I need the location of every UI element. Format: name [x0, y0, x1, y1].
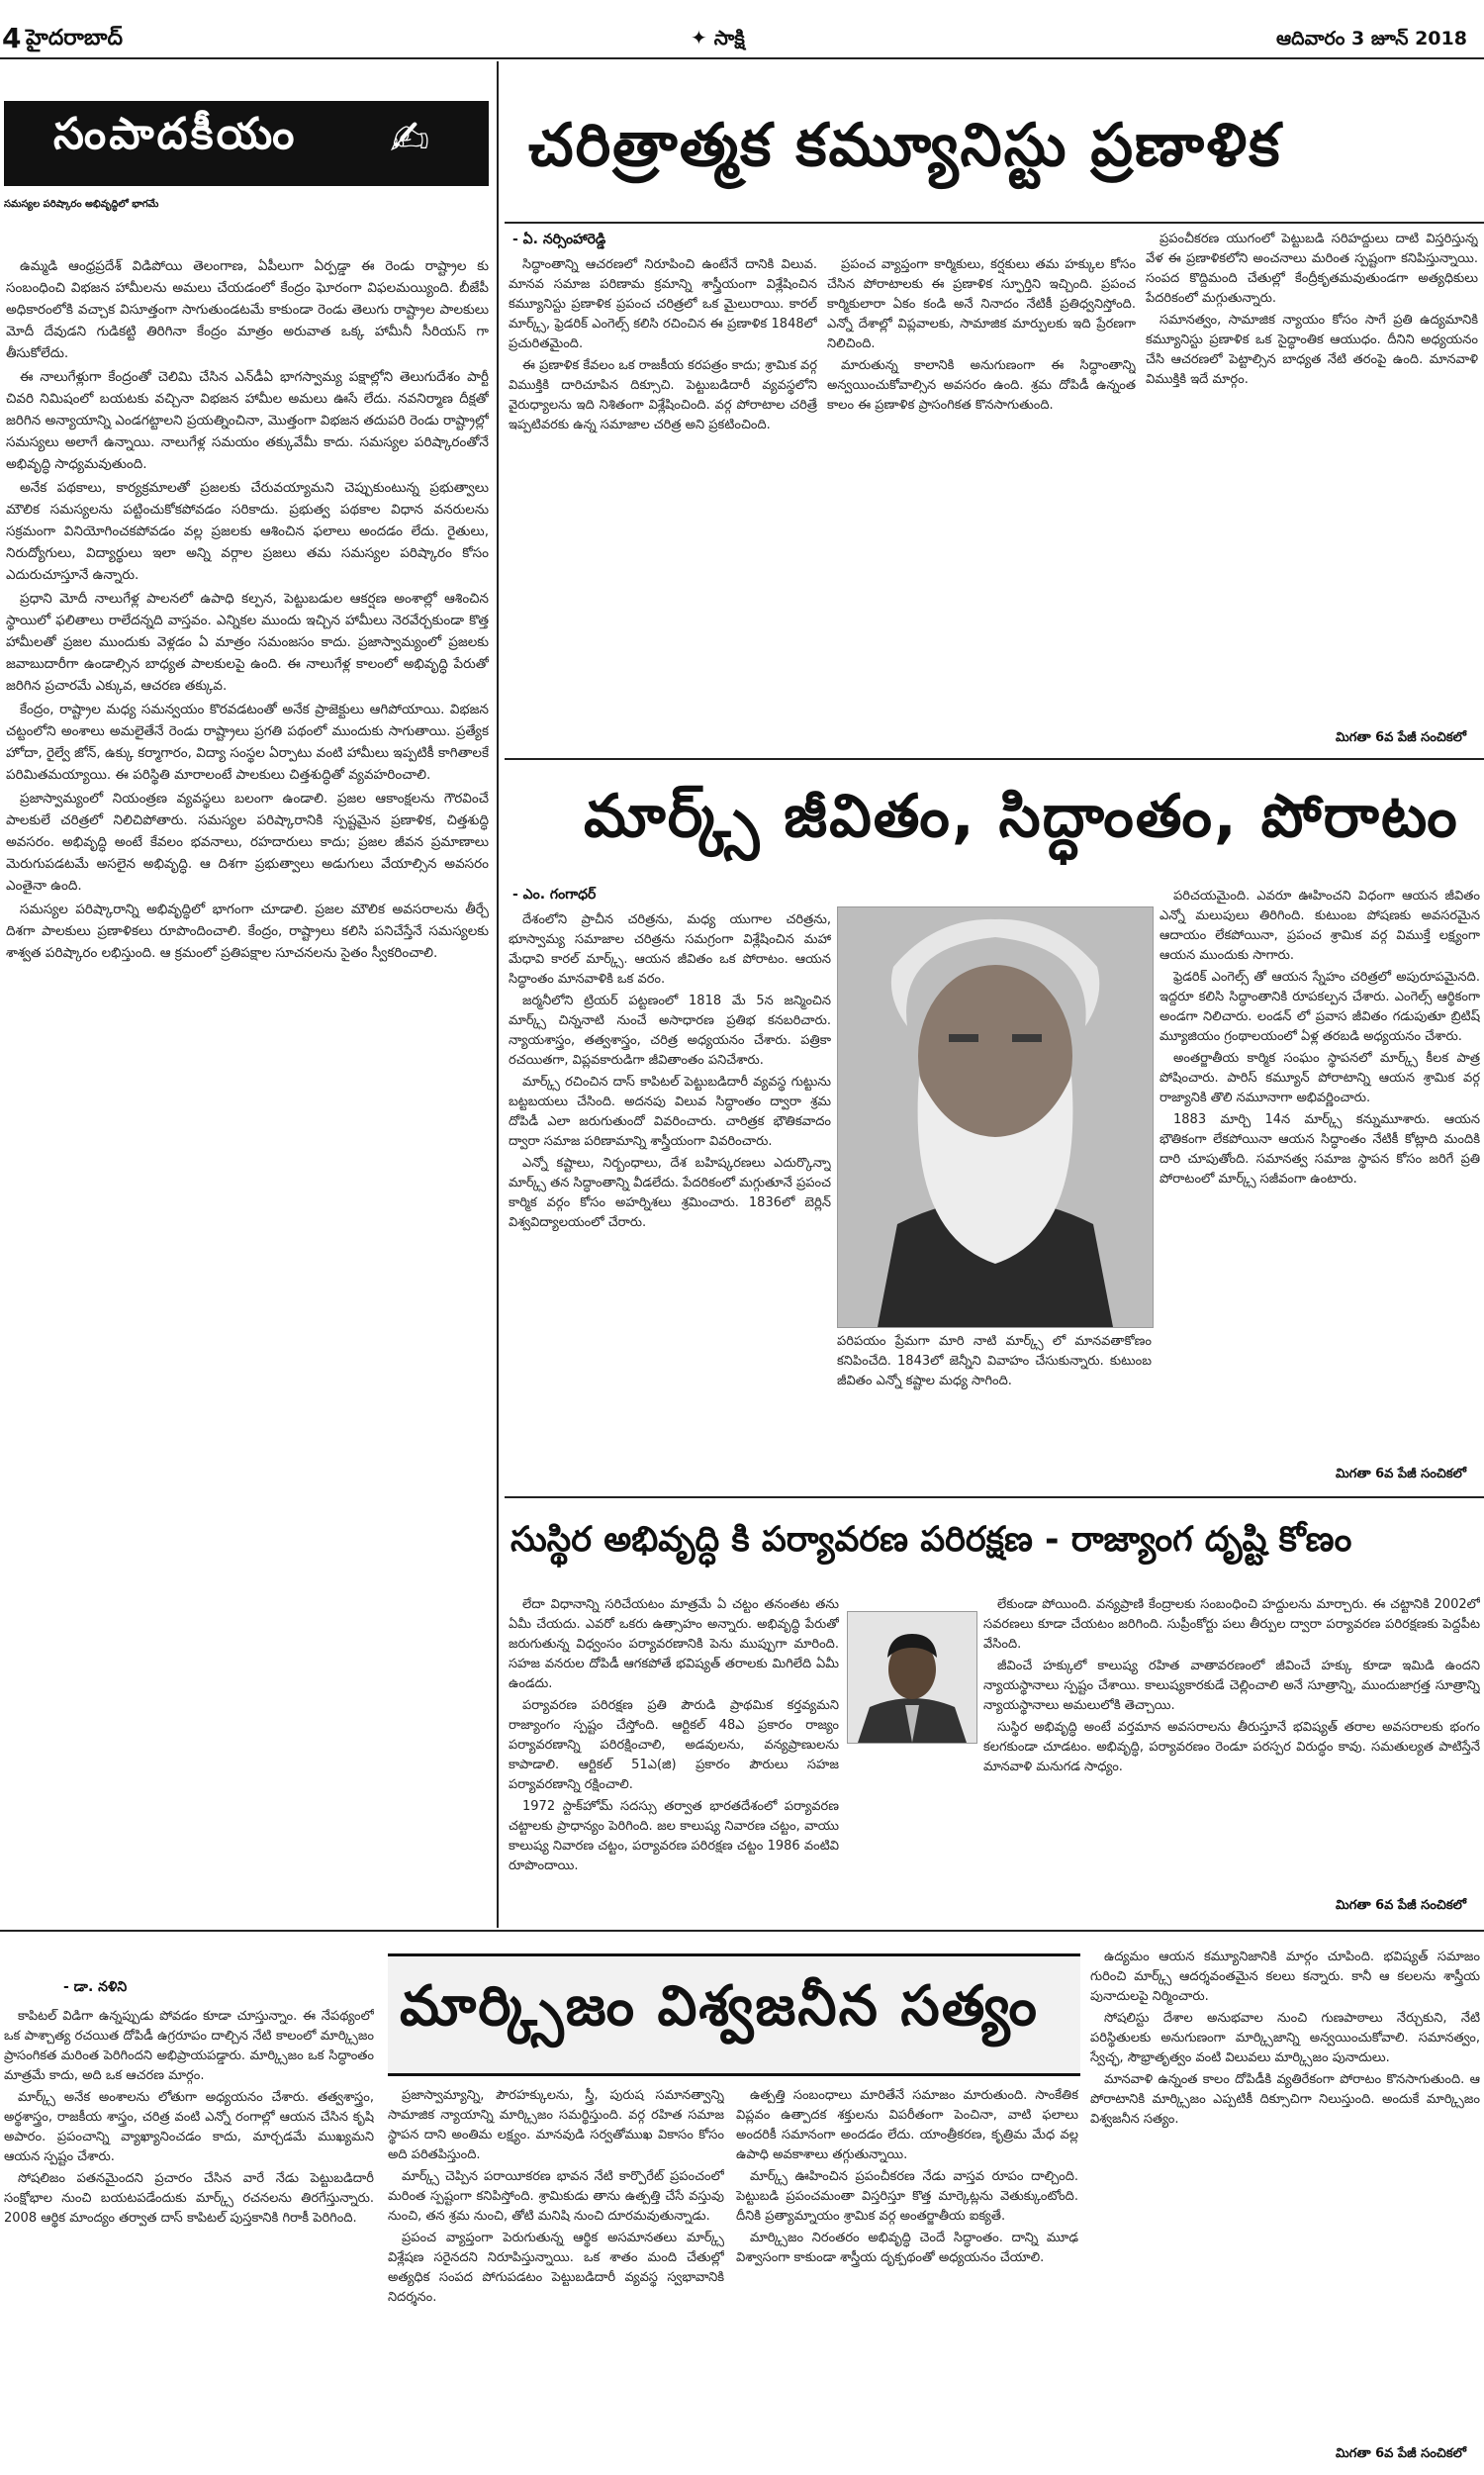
editorial-label: సంపాదకీయం — [53, 109, 298, 159]
article2-paragraph: మార్క్స్ రచించిన దాస్ కాపిటల్ పెట్టుబడిదారీ వ్యవస్థ గుట్టును బట్టబయలు చేసింది. అదనపు విలువ సిద్ధాంతం ద్వారా శ్రమ దోపిడీ ఎలా జరుగుతుందో వివరించారు. చారిత్రక భౌతికవాదం ద్వారా సమాజ పరిణామాన్ని శాస్త్రీయంగా వివరించారు. — [509, 1075, 831, 1149]
article4-paragraph: ప్రపంచ వ్యాప్తంగా పెరుగుతున్న ఆర్థిక అసమానతలు మార్క్స్ విశ్లేషణ సరైనదని నిరూపిస్తున్నాయి. ఒక శాతం మంది చేతుల్లో అత్యధిక సంపద పోగుపడటం పెట్టుబడిదారీ వ్యవస్థ స్వభావానికి నిదర్శనం. — [388, 2231, 724, 2305]
article4-paragraph: ప్రజాస్వామ్యాన్ని, పౌరహక్కులను, స్త్రీ, పురుష సమానత్వాన్ని సామాజిక న్యాయాన్ని మార్క్సిజం సమర్థిస్తుంది. వర్గ రహిత సమాజ స్థాపన దాని అంతిమ లక్ష్యం. మానవుడి సర్వతోముఖ వికాసం కోసం అది పరితపిస్తుంది. — [388, 2088, 724, 2162]
article4-paragraph: ఉద్యమం ఆయన కమ్యూనిజానికి మార్గం చూపింది. భవిష్యత్ సమాజం గురించి మార్క్స్ ఆదర్శవంతమైన కలలు కన్నారు. కానీ ఆ కలలను శాస్త్రీయ పునాదులపై నిర్మించారు. — [1090, 1950, 1480, 2004]
article4-paragraph: మానవాళి ఉన్నంత కాలం దోపిడీకి వ్యతిరేకంగా పోరాటం కొనసాగుతుంది. ఆ పోరాటానికి మార్క్సిజం ఎప్పటికీ దిక్సూచిగా నిలుస్తుంది. అందుకే మార్క్సిజం విశ్వజనీన సత్యం. — [1090, 2072, 1480, 2127]
editorial-headline: సమస్యల పరిష్కారం అభివృద్ధిలో భాగమే — [4, 199, 159, 210]
author-photo — [847, 1611, 977, 1744]
section-rule — [505, 758, 1484, 760]
marx-portrait-icon — [838, 907, 1153, 1327]
header-rule — [0, 57, 1484, 59]
editorial-paragraph: సమస్యల పరిష్కారాన్ని అభివృద్ధిలో భాగంగా చూడాలి. ప్రజల మౌలిక అవసరాలను తీర్చే దిశగా పాలకులు ప్రణాళికలు రూపొందించాలి. కేంద్రం, రాష్ట్రాలు కలిసి పనిచేస్తేనే సమస్యలకు శాశ్వత పరిష్కారం లభిస్తుంది. ఆ క్రమంలో ప్రతిపక్షాల సూచనలను సైతం స్వీకరించాలి. — [6, 902, 489, 961]
article3-paragraph: జీవించే హక్కులో కాలుష్య రహిత వాతావరణంలో జీవించే హక్కు కూడా ఇమిడి ఉందని న్యాయస్థానాలు స్పష్టం చేశాయి. కాలుష్యకారకుడే చెల్లించాలి అనే సూత్రాన్ని, ముందుజాగ్రత్త సూత్రాన్ని న్యాయస్థానాలు అమలులోకి తెచ్చాయి. — [983, 1659, 1480, 1713]
editorial-section — [0, 61, 495, 1930]
marx-portrait-image — [837, 906, 1154, 1328]
article4-paragraph: సోషలిజం పతనమైందని ప్రచారం చేసిన వారే నేడు పెట్టుబడిదారీ సంక్షోభాల నుంచి బయటపడేందుకు మార్క్స్ రచనలను తిరగేస్తున్నారు. 2008 ఆర్థిక మాంద్యం తర్వాత దాస్ కాపిటల్ పుస్తకానికి గిరాకీ పెరిగింది. — [4, 2171, 374, 2226]
article1-col-2 — [827, 255, 1136, 750]
section-rule — [505, 1496, 1484, 1498]
editorial-paragraph: ప్రధాని మోదీ నాలుగేళ్ల పాలనలో ఉపాధి కల్పన, పెట్టుబడుల ఆకర్షణ అంశాల్లో ఆశించిన స్థాయిలో ఫలితాలు రాలేదన్నది వాస్తవం. ఎన్నికల ముందు ఇచ్చిన హామీలు నెరవేర్చకుండా కొత్త హామీలతో ప్రజల ముందుకు వెళ్లడం ఏ మాత్రం సమంజసం కాదు. ప్రజాస్వామ్యంలో ప్రజలకు జవాబుదారీగా ఉండాల్సిన బాధ్యత పాలకులపై ఉంది. ఈ నాలుగేళ్ల కాలంలో అభివృద్ధి పేరుతో జరిగిన ప్రచారమే ఎక్కువ, ఆచరణ తక్కువ. — [6, 591, 489, 694]
article3-paragraph: లేదా విధానాన్ని సరిచేయటం మాత్రమే ఏ చట్టం తనంతట తను ఏమీ చేయదు. ఎవరో ఒకరు ఉత్సాహం అన్నారు. అభివృద్ధి పేరుతో జరుగుతున్న విధ్వంసం పర్యావరణానికి పెను ముప్పుగా మారింది. సహజ వనరుల దోపిడీ ఆగకపోతే భవిష్యత్ తరాలకు మిగిలేది ఏమీ ఉండదు. — [509, 1597, 839, 1691]
article1-byline: - ఏ. నర్సింహారెడ్డి — [512, 232, 606, 247]
article4-byline: - డా. నళిని — [63, 1979, 128, 1995]
article2-paragraph: ఎన్నో కష్టాలు, నిర్బంధాలు, దేశ బహిష్కరణలు ఎదుర్కొన్నా మార్క్స్ తన సిద్ధాంతాన్ని వీడలేదు. పేదరికంలో మగ్గుతూనే ప్రపంచ కార్మిక వర్గం కోసం అహర్నిశలు శ్రమించారు. 1836లో బెర్లిన్ విశ్వవిద్యాలయంలో చేరారు. — [509, 1156, 831, 1230]
article1-paragraph: సమానత్వం, సామాజిక న్యాయం కోసం సాగే ప్రతి ఉద్యమానికి కమ్యూనిస్టు ప్రణాళిక ఒక సైద్ధాంతిక ఆయుధం. దీనిని అధ్యయనం చేసి ఆచరణలో పెట్టాల్సిన బాధ్యత నేటి తరంపై ఉంది. మానవాళి విముక్తికి ఇదే మార్గం. — [1146, 313, 1478, 387]
article4-paragraph: ఉత్పత్తి సంబంధాలు మారితేనే సమాజం మారుతుంది. సాంకేతిక విప్లవం ఉత్పాదక శక్తులను విపరీతంగా పెంచినా, వాటి ఫలాలు అందరికీ సమానంగా అందడం లేదు. యాంత్రీకరణ, కృత్రిమ మేధ వల్ల ఉపాధి అవకాశాలు తగ్గుతున్నాయి. — [736, 2088, 1078, 2162]
article-marx-life — [505, 762, 1484, 1494]
article2-byline: - ఎం. గంగాధర్ — [512, 887, 597, 903]
article3-paragraph: సుస్థిర అభివృద్ధి అంటే వర్తమాన అవసరాలను తీరుస్తూనే భవిష్యత్ తరాల అవసరాలకు భంగం కలగకుండా చూడటం. అభివృద్ధి, పర్యావరణం రెండూ పరస్పర విరుద్ధం కావు. సమతుల్యత పాటిస్తేనే మానవాళి మనుగడ సాధ్యం. — [983, 1720, 1480, 1774]
article4-paragraph: మార్క్సిజం నిరంతరం అభివృద్ధి చెందే సిద్ధాంతం. దాన్ని మూఢ విశ్వాసంగా కాకుండా శాస్త్రీయ దృక్పథంతో అధ్యయనం చేయాలి. — [736, 2231, 1078, 2265]
editorial-label-box — [4, 101, 489, 186]
issue-date: ఆదివారం 3 జూన్ 2018 — [1276, 28, 1467, 49]
column-divider — [497, 61, 499, 1928]
editorial-paragraph: ప్రజాస్వామ్యంలో నియంత్రణ వ్యవస్థలు బలంగా ఉండాలి. ప్రజల ఆకాంక్షలను గౌరవించే పాలకులే చరిత్రలో నిలిచిపోతారు. సమస్యల పరిష్కారానికి స్పష్టమైన ప్రణాళిక, చిత్తశుద్ధి అవసరం. అభివృద్ధి అంటే కేవలం భవనాలు, రహదారులు కాదు; ప్రజల జీవన ప్రమాణాలు మెరుగుపడటమే అసలైన అభివృద్ధి. ఆ దిశగా ప్రభుత్వాలు అడుగులు వేయాల్సిన అవసరం ఎంతైనా ఉంది. — [6, 791, 489, 894]
article2-right-col — [1159, 887, 1480, 1461]
article2-paragraph: అంతర్జాతీయ కార్మిక సంఘం స్థాపనలో మార్క్స్ కీలక పాత్ర పోషించారు. పారిస్ కమ్యూన్ పోరాటాన్ని ఆయన శ్రామిక వర్గ రాజ్యానికి తొలి నమూనాగా అభివర్ణించారు. — [1159, 1051, 1480, 1105]
pen-icon: ✍ — [390, 111, 430, 166]
section-rule — [0, 1930, 1484, 1932]
article1-paragraph: మారుతున్న కాలానికి అనుగుణంగా ఈ సిద్ధాంతాన్ని అన్వయించుకోవాల్సిన అవసరం ఉంది. శ్రమ దోపిడీ ఉన్నంత కాలం ఈ ప్రణాళిక ప్రాసంగికత కొనసాగుతుంది. — [827, 358, 1136, 413]
article1-headline: చరిత్రాత్మక కమ్యూనిస్టు ప్రణాళిక — [528, 111, 1282, 180]
article4-paragraph: మార్క్స్ చెప్పిన పరాయీకరణ భావన నేటి కార్పొరేట్ ప్రపంచంలో మరింత స్పష్టంగా కనిపిస్తోంది. శ్రామికుడు తాను ఉత్పత్తి చేసే వస్తువు నుంచి, తన శ్రమ నుంచి, తోటి మనిషి నుంచి దూరమవుతున్నాడు. — [388, 2169, 724, 2224]
editorial-paragraph: కేంద్రం, రాష్ట్రాల మధ్య సమన్వయం కొరవడటంతో అనేక ప్రాజెక్టులు ఆగిపోయాయి. విభజన చట్టంలోని అంశాలు అమలైతేనే రెండు రాష్ట్రాలు ప్రగతి పథంలో ముందుకు సాగుతాయి. ప్రత్యేక హోదా, రైల్వే జోన్, ఉక్కు కర్మాగారం, విద్యా సంస్థల ఏర్పాటు వంటి హామీలు ఇప్పటికీ కాగితాలకే పరిమితమయ్యాయి. ఈ పరిస్థితి మారాలంటే పాలకులు చిత్తశుద్ధితో వ్యవహరించాలి. — [6, 702, 489, 783]
article4-headline: మార్క్సిజం విశ్వజనీన సత్యం — [400, 1974, 1039, 2039]
article3-paragraph: పర్యావరణ పరిరక్షణ ప్రతి పౌరుడి ప్రాథమిక కర్తవ్యమని రాజ్యాంగం స్పష్టం చేస్తోంది. ఆర్టికల్ 48ఎ ప్రకారం రాజ్యం పర్యావరణాన్ని పరిరక్షించాలి, అడవులను, వన్యప్రాణులను కాపాడాలి. ఆర్టికల్ 51ఎ(జి) ప్రకారం పౌరులు సహజ పర్యావరణాన్ని రక్షించాలి. — [509, 1698, 839, 1792]
editorial-paragraph: అనేక పథకాలు, కార్యక్రమాలతో ప్రజలకు చేరువయ్యామని చెప్పుకుంటున్న ప్రభుత్వాలు మౌలిక సమస్యలను పట్టించుకోకపోవడం సరికాదు. ప్రభుత్వ పథకాల విధాన వనరులను సక్రమంగా వినియోగించకపోవడం వల్ల ప్రజలకు ఆశించిన ఫలాలు అందడం లేదు. రైతులు, నిరుద్యోగులు, విద్యార్థులు ఇలా అన్ని వర్గాల ప్రజలు తమ సమస్యల పరిష్కారం కోసం ఎదురుచూస్తూనే ఉన్నారు. — [6, 480, 489, 583]
page-header — [0, 0, 1484, 55]
article2-paragraph: జర్మనీలోని ట్రియర్ పట్టణంలో 1818 మే 5న జన్మించిన మార్క్స్ చిన్ననాటి నుంచే అసాధారణ ప్రతిభ కనబరిచారు. న్యాయశాస్త్రం, తత్వశాస్త్రం, చరిత్ర అధ్యయనం చేశారు. పత్రికా రచయితగా, విప్లవకారుడిగా జీవితాంతం పనిచేశారు. — [509, 994, 831, 1068]
article1-paragraph: ఈ ప్రణాళిక కేవలం ఒక రాజకీయ కరపత్రం కాదు; శ్రామిక వర్గ విముక్తికి దారిచూపిన దిక్సూచి. పెట్టుబడిదారీ వ్యవస్థలోని వైరుధ్యాలను ఇది నిశితంగా విశ్లేషించింది. వర్గ పోరాటాల చరిత్రే ఇప్పటివరకు ఉన్న సమాజాల చరిత్ర అని ప్రకటించింది. — [509, 358, 817, 432]
article3-headline: సుస్థిర అభివృద్ధి కి పర్యావరణ పరిరక్షణ - రాజ్యాంగ దృష్టి కోణం — [510, 1520, 1352, 1560]
article-communist-manifesto — [505, 61, 1484, 754]
article1-continued: మిగతా 6వ పేజీ సంచికలో — [1336, 730, 1466, 745]
paper-logo — [691, 26, 745, 54]
editorial-paragraph: ఈ నాలుగేళ్లుగా కేంద్రంతో చెలిమి చేసిన ఎన్‌డీఏ భాగస్వామ్య పక్షాల్లోని తెలుగుదేశం పార్టీ చివరి నిమిషంలో బయటకు వచ్చినా విభజన హామీల అమలు ఊసే లేదు. నవనిర్మాణ దీక్షతో జరిగిన అన్యాయాన్ని ఎండగట్టాలని ప్రయత్నించినా, మొత్తంగా విభజన తదుపరి రెండు రాష్ట్రాల్లో సమస్యలు అలాగే ఉన్నాయి. నాలుగేళ్ల సమయం తక్కువేమీ కాదు. సమస్యల పరిష్కారంతోనే అభివృద్ధి సాధ్యమవుతుంది. — [6, 369, 489, 472]
article1-paragraph: ప్రపంచీకరణ యుగంలో పెట్టుబడి సరిహద్దులు దాటి విస్తరిస్తున్న వేళ ఈ ప్రణాళికలోని అంచనాలు మరింత స్పష్టంగా కనిపిస్తున్నాయి. సంపద కొద్దిమంది చేతుల్లో కేంద్రీకృతమవుతుండగా అత్యధికులు పేదరికంలో మగ్గుతున్నారు. — [1146, 232, 1478, 306]
article1-headline-rule — [505, 222, 1484, 224]
article3-paragraph: లేకుండా పోయింది. వన్యప్రాణి కేంద్రాలకు సంబంధించి హద్దులను మార్చారు. ఈ చట్టానికి 2002లో సవరణలు కూడా చేయటం జరిగింది. సుప్రీంకోర్టు పలు తీర్పుల ద్వారా పర్యావరణ పరిరక్షణకు పెద్దపీట వేసింది. — [983, 1597, 1480, 1652]
article2-continued: మిగతా 6వ పేజీ సంచికలో — [1336, 1467, 1466, 1481]
article4-paragraph: కాపిటల్ విడిగా ఉన్నప్పుడు పోవడం కూడా చూస్తున్నాం. ఈ నేపథ్యంలో ఒక పాశ్చాత్య రచయిత దోపిడీ ఉగ్రరూపం దాల్చిన నేటి కాలంలో మార్క్సిజం ప్రాసంగికత మరింత పెరిగిందని అభిప్రాయపడ్డారు. మార్క్సిజం ఒక సిద్ధాంతం మాత్రమే కాదు, అది ఒక ఆచరణ మార్గం. — [4, 2009, 374, 2083]
city-name: హైదరాబాద్ — [26, 26, 123, 50]
article4-paragraph: సోషలిస్టు దేశాల అనుభవాల నుంచి గుణపాఠాలు నేర్చుకుని, నేటి పరిస్థితులకు అనుగుణంగా మార్క్సిజాన్ని అన్వయించుకోవాలి. సమానత్వం, స్వేచ్ఛ, సౌభ్రాతృత్వం వంటి విలువలు మార్క్సిజం పునాదులు. — [1090, 2011, 1480, 2065]
article2-paragraph: దేశంలోని ప్రాచీన చరిత్రను, మధ్య యుగాల చరిత్రను, భూస్వామ్య సమాజాల చరిత్రను సమగ్రంగా విశ్లేషించిన మహా మేధావి కారల్ మార్క్స్. ఆయన జీవితం ఒక పోరాటం. ఆయన సిద్ధాంతం మానవాళికి ఒక వరం. — [509, 912, 831, 987]
article1-paragraph: ప్రపంచ వ్యాప్తంగా కార్మికులు, కర్షకులు తమ హక్కుల కోసం చేసిన పోరాటాలకు ఈ ప్రణాళిక స్ఫూర్తిని ఇచ్చింది. ప్రపంచ కార్మికులారా ఏకం కండి అనే నినాదం నేటికీ ప్రతిధ్వనిస్తోంది. ఎన్నో దేశాల్లో విప్లవాలకు, సామాజిక మార్పులకు ఇది ప్రేరణగా నిలిచింది. — [827, 257, 1136, 351]
article2-paragraph: ఫ్రెడరిక్ ఎంగెల్స్ తో ఆయన స్నేహం చరిత్రలో అపురూపమైనది. ఇద్దరూ కలిసి సిద్ధాంతానికి రూపకల్పన చేశారు. ఎంగెల్స్ ఆర్థికంగా అండగా నిలిచారు. లండన్ లో ప్రవాస జీవితం గడుపుతూ బ్రిటిష్ మ్యూజియం గ్రంథాలయంలో ఏళ్ల తరబడి అధ్యయనం చేశారు. — [1159, 970, 1480, 1044]
article4-paragraph: మార్క్స్ ఊహించిన ప్రపంచీకరణ నేడు వాస్తవ రూపం దాల్చింది. పెట్టుబడి ప్రపంచమంతా విస్తరిస్తూ కొత్త మార్కెట్లను వెతుక్కుంటోంది. దీనికి ప్రత్యామ్నాయం శ్రామిక వర్గ అంతర్జాతీయ ఐక్యతే. — [736, 2169, 1078, 2224]
author-portrait-icon — [848, 1612, 976, 1743]
article3-left-col — [509, 1595, 839, 1912]
editorial-paragraph: ఉమ్మడి ఆంధ్రప్రదేశ్ విడిపోయి తెలంగాణ, ఏపీలుగా ఏర్పడ్డా ఈ రెండు రాష్ట్రాల కు సంబంధించి విభజన హామీలను అమలు చేయడంలో కేంద్రం ఘోరంగా విఫలమయ్యింది. బీజేపీ అధికారంలోకి వచ్చాక విసూత్తంగా సాగుతుండటమే కాకుండా రెండు తెలుగు రాష్ట్రాల పాలకులు మోదీ దేవుడని గుడికట్టి తిరిగినా కేంద్రం మాత్రం అరువాత ఒక్క హామీనీ సీరియస్ గా తీసుకోలేదు. — [6, 258, 489, 361]
article4-paragraph: మార్క్స్ అనేక అంశాలను లోతుగా అధ్యయనం చేశారు. తత్వశాస్త్రం, అర్థశాస్త్రం, రాజకీయ శాస్త్రం, చరిత్ర వంటి ఎన్నో రంగాల్లో ఆయన చేసిన కృషి అపారం. ప్రపంచాన్ని వ్యాఖ్యానించడం కాదు, మార్చడమే ముఖ్యమని ఆయన స్పష్టం చేశారు. — [4, 2090, 374, 2164]
article3-right-col — [983, 1595, 1480, 1892]
article1-col-3 — [1146, 230, 1478, 720]
article4-continued: మిగతా 6వ పేజీ సంచికలో — [1336, 2446, 1466, 2461]
article4-right-col — [1090, 1948, 1480, 2442]
article2-left-col — [509, 910, 831, 1465]
article3-paragraph: 1972 స్టాక్‌హోమ్ సదస్సు తర్వాత భారతదేశంలో పర్యావరణ చట్టాలకు ప్రాధాన్యం పెరిగింది. జల కాలుష్య నివారణ చట్టం, వాయు కాలుష్య నివారణ చట్టం, పర్యావరణ పరిరక్షణ చట్టం 1986 వంటివి రూపొందాయి. — [509, 1799, 839, 1873]
article-environment — [505, 1500, 1484, 1926]
article4-left-col — [4, 2007, 374, 2470]
page-number: 4 — [2, 22, 22, 54]
article1-col-1 — [509, 255, 817, 750]
article2-paragraph: పరిచయమైంది. ఎవరూ ఊహించని విధంగా ఆయన జీవితం ఎన్నో మలుపులు తిరిగింది. కుటుంబ పోషణకు అవసరమైన ఆదాయం లేకపోయినా, ప్రపంచ శ్రామిక వర్గ విముక్తే లక్ష్యంగా ఆయన ముందుకు సాగారు. — [1159, 889, 1480, 963]
editorial-body — [6, 255, 489, 1928]
article-marxism-universal — [0, 1934, 1484, 2475]
article2-paragraph: 1883 మార్చి 14న మార్క్స్ కన్నుమూశారు. ఆయన భౌతికంగా లేకపోయినా ఆయన సిద్ధాంతం నేటికీ కోట్లాది మందికి దారి చూపుతోంది. సమానత్వ సమాజ స్థాపన కోసం జరిగే ప్రతి పోరాటంలో మార్క్స్ సజీవంగా ఉంటారు. — [1159, 1112, 1480, 1187]
article4-mid-col — [388, 2086, 724, 2470]
paper-logo-icon: ✦ — [691, 26, 707, 49]
photo-caption: పరిపయం ప్రేమగా మారి నాటి మార్క్స్ లో మానవతాకోణం కనిపించేది. 1843లో జెన్నీని వివాహం చేసుకున్నారు. కుటుంబ జీవితం ఎన్నో కష్టాల మధ్య సాగింది. — [837, 1334, 1152, 1388]
article4-headline-box — [388, 1953, 1080, 2076]
article2-headline: మార్క్స్ జీవితం, సిద్ధాంతం, పోరాటం — [584, 782, 1459, 851]
article3-continued: మిగతా 6వ పేజీ సంచికలో — [1336, 1898, 1466, 1913]
paper-name: సాక్షి — [713, 26, 745, 49]
article1-paragraph: సిద్ధాంతాన్ని ఆచరణలో నిరూపించి ఉంటేనే దానికి విలువ. మానవ సమాజ పరిణామ క్రమాన్ని శాస్త్రీయంగా విశ్లేషించిన కమ్యూనిస్టు ప్రణాళిక ప్రపంచ చరిత్రలో ఒక మైలురాయి. కారల్ మార్క్స్, ఫ్రెడరిక్ ఎంగెల్స్ కలిసి రచించిన ఈ ప్రణాళిక 1848లో ప్రచురితమైంది. — [509, 257, 817, 351]
article4-mid-col-2 — [736, 2086, 1078, 2470]
